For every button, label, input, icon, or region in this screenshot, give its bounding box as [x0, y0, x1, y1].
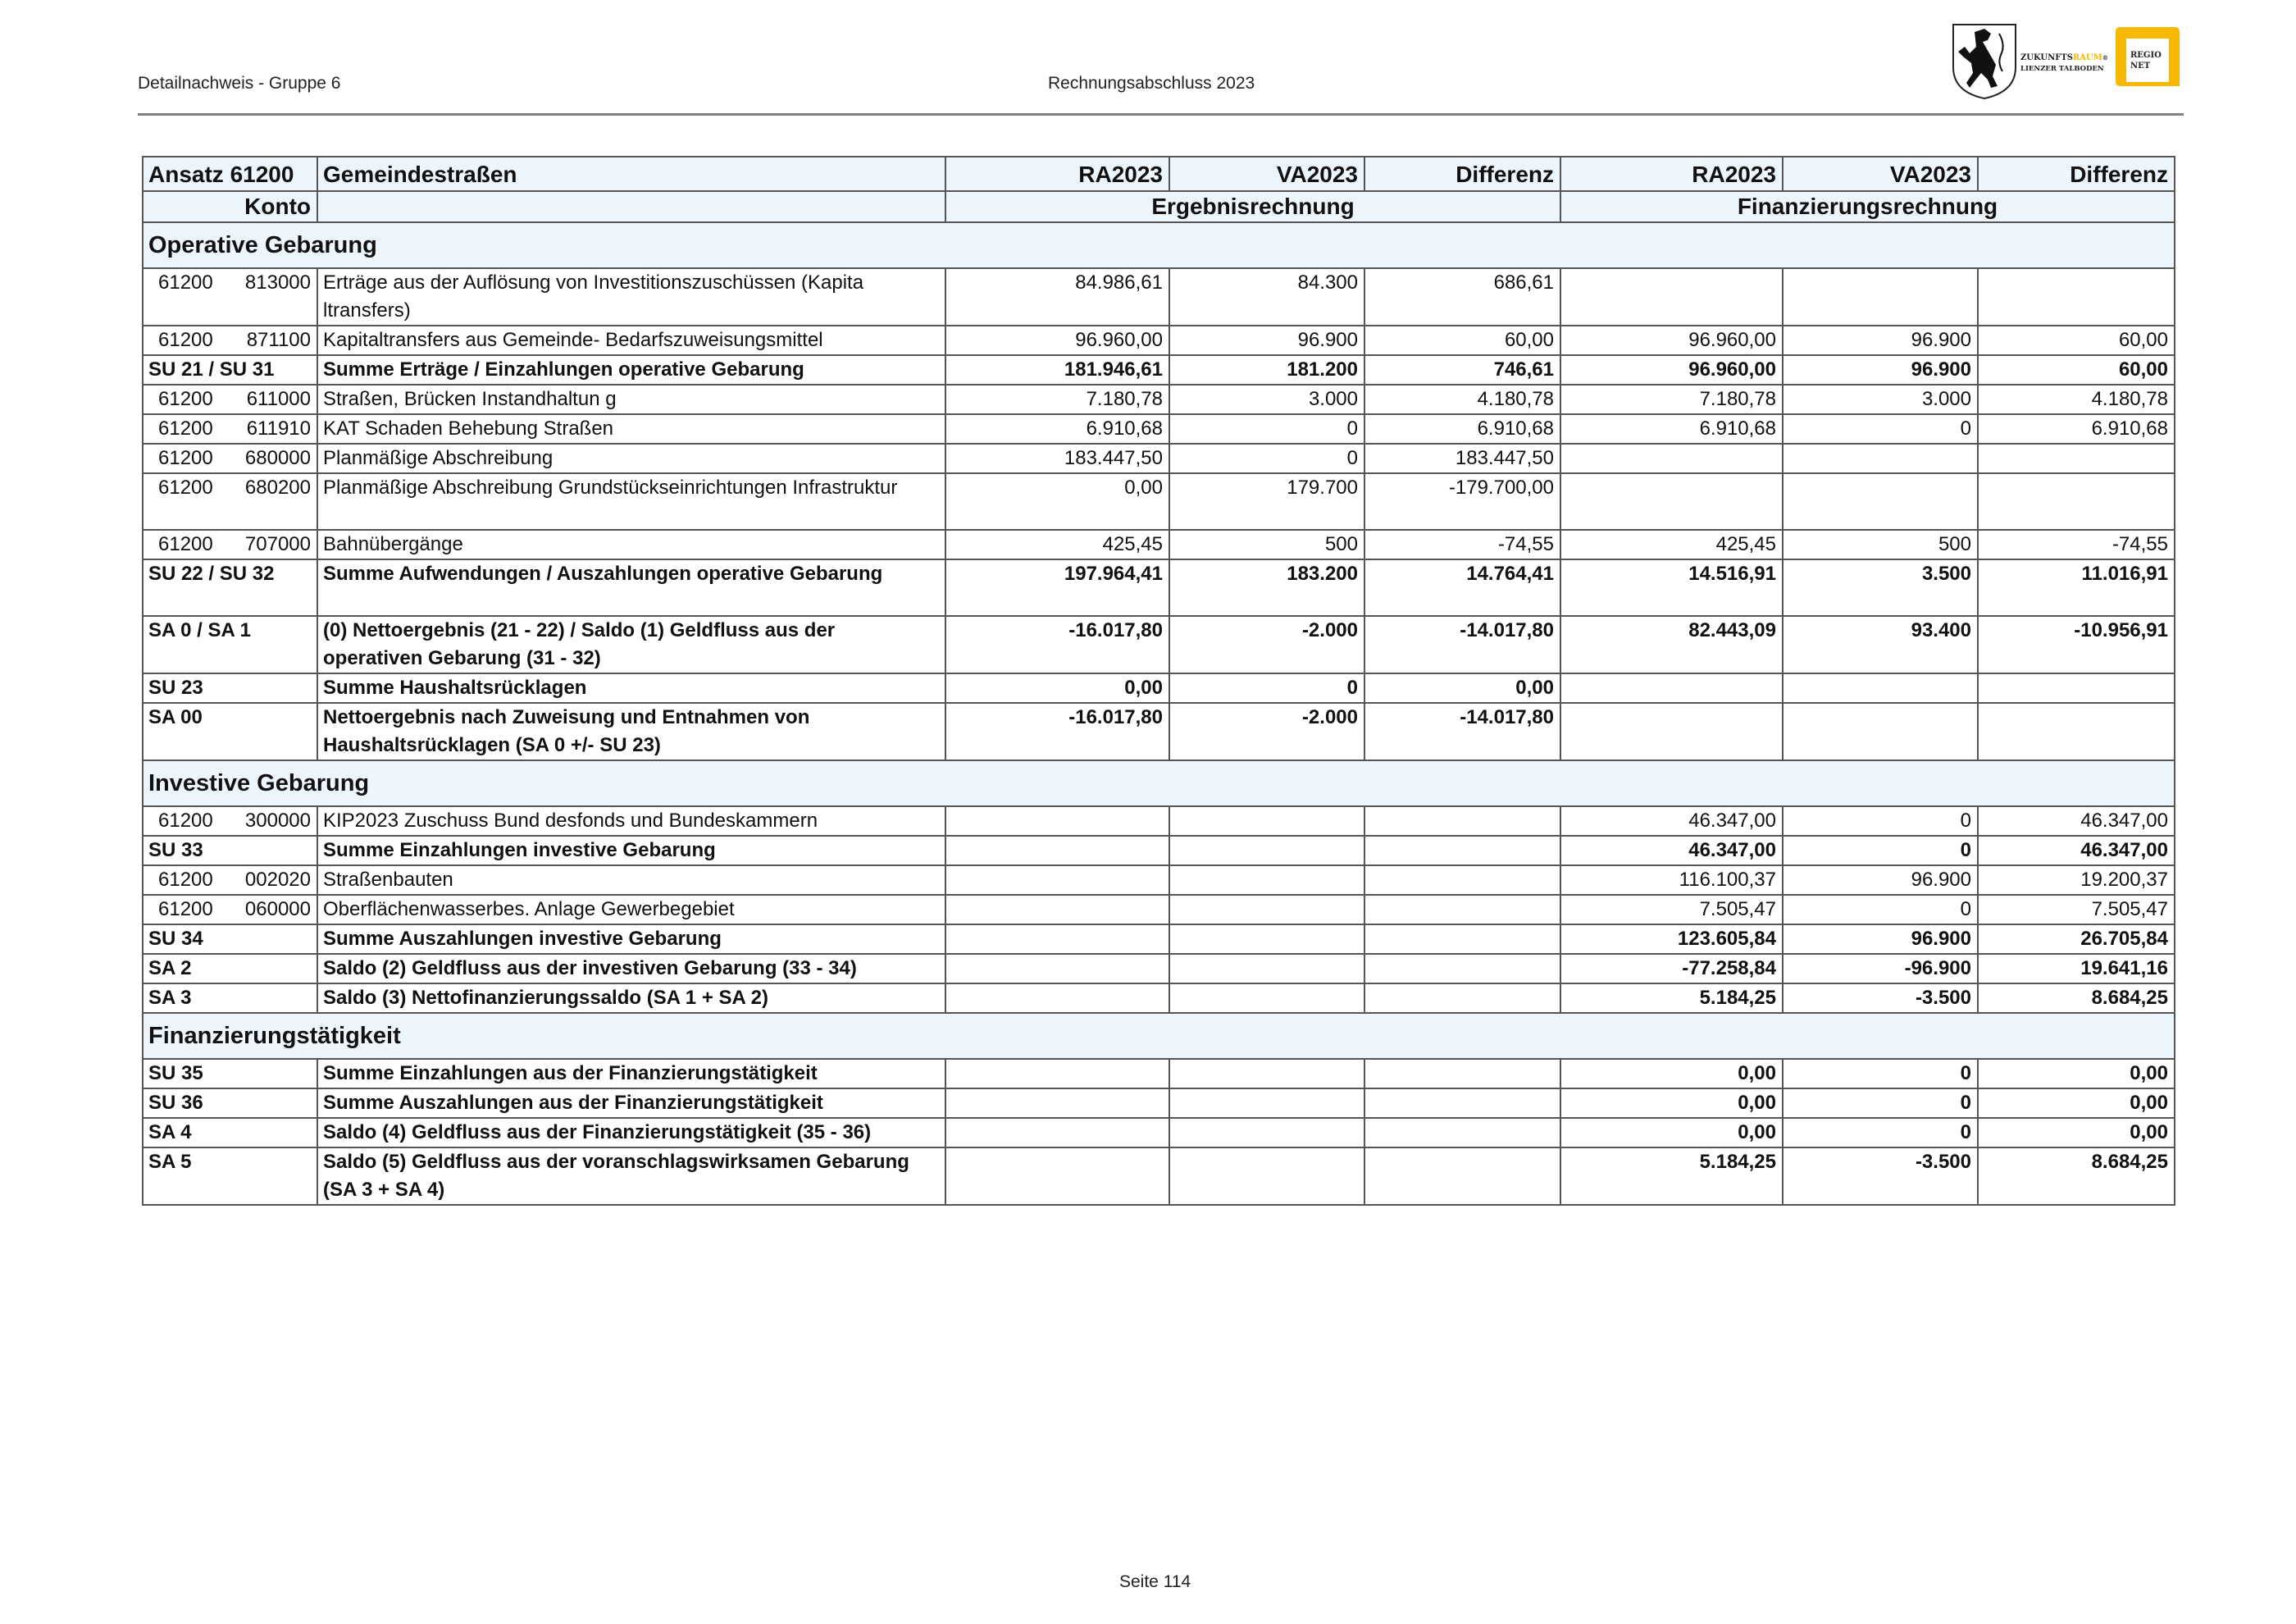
- summary-code: SU 33: [143, 836, 317, 865]
- group-header-finanzierungsrechnung: Finanzierungsrechnung: [1560, 191, 2175, 222]
- konto-label: Konto: [143, 191, 317, 222]
- value-fr-va: 0: [1783, 895, 1978, 924]
- summary-code: SU 22 / SU 32: [143, 559, 317, 616]
- value-fr-ra: 123.605,84: [1560, 924, 1783, 954]
- value-fr-ra: 5.184,25: [1560, 983, 1783, 1013]
- regio-net-text-1: REGIO: [2130, 51, 2162, 60]
- value-er-diff: -14.017,80: [1364, 616, 1560, 673]
- row-label: Erträge aus der Auflösung von Investitionszuschüssen (Kapita ltransfers): [317, 268, 945, 326]
- value-fr-ra: [1560, 673, 1783, 703]
- value-fr-ra: 0,00: [1560, 1059, 1783, 1088]
- value-er-va: 0: [1169, 414, 1364, 444]
- column-header-er-ra: RA2023: [945, 157, 1169, 191]
- value-er-diff: [1364, 806, 1560, 836]
- row-label: Straßenbauten: [317, 865, 945, 895]
- value-fr-va: 0: [1783, 836, 1978, 865]
- value-er-va: 500: [1169, 530, 1364, 559]
- value-fr-va: 0: [1783, 1088, 1978, 1118]
- value-fr-diff: 19.641,16: [1978, 954, 2175, 983]
- summary-row: [143, 836, 2175, 865]
- row-label: Summe Aufwendungen / Auszahlungen operative Gebarung: [317, 559, 945, 616]
- value-fr-diff: 46.347,00: [1978, 836, 2175, 865]
- table-header-row: [143, 157, 2175, 191]
- value-er-diff: 14.764,41: [1364, 559, 1560, 616]
- logo: [1952, 22, 2185, 100]
- value-fr-ra: [1560, 444, 1783, 473]
- value-er-va: [1169, 895, 1364, 924]
- logo-text-line2: LIENZER TALBODEN: [2020, 65, 2104, 73]
- value-fr-diff: 7.505,47: [1978, 895, 2175, 924]
- value-er-ra: -16.017,80: [945, 616, 1169, 673]
- ansatz-title: Gemeindestraßen: [317, 157, 945, 191]
- ansatz-label: Ansatz 61200: [143, 157, 317, 191]
- value-fr-va: 500: [1783, 530, 1978, 559]
- summary-row: [143, 355, 2175, 385]
- value-fr-ra: [1560, 268, 1783, 326]
- logo-text-line1: ZUKUNFTSRAUM®: [2020, 53, 2108, 62]
- table-row: [143, 385, 2175, 414]
- row-label: Saldo (3) Nettofinanzierungssaldo (SA 1 + SA 2): [317, 983, 945, 1013]
- value-er-diff: [1364, 983, 1560, 1013]
- table-row: [143, 865, 2175, 895]
- account-number: [143, 326, 317, 355]
- summary-code: SA 5: [143, 1147, 317, 1205]
- row-label: Saldo (5) Geldfluss aus der voranschlagswirksamen Gebarung (SA 3 + SA 4): [317, 1147, 945, 1205]
- summary-row: [143, 1059, 2175, 1088]
- header-divider: [138, 113, 2184, 116]
- table-row: [143, 806, 2175, 836]
- value-fr-diff: 8.684,25: [1978, 1147, 2175, 1205]
- value-er-diff: [1364, 1088, 1560, 1118]
- konto-number: 680000: [244, 447, 311, 469]
- value-er-diff: [1364, 1118, 1560, 1147]
- value-er-ra: [945, 865, 1169, 895]
- account-number: [143, 268, 317, 326]
- value-fr-va: 0: [1783, 414, 1978, 444]
- table-row: [143, 326, 2175, 355]
- value-er-ra: [945, 954, 1169, 983]
- value-er-diff: -14.017,80: [1364, 703, 1560, 760]
- summary-code: SU 36: [143, 1088, 317, 1118]
- summary-row: [143, 1088, 2175, 1118]
- value-fr-diff: 46.347,00: [1978, 806, 2175, 836]
- value-er-va: [1169, 954, 1364, 983]
- value-er-diff: -74,55: [1364, 530, 1560, 559]
- summary-code: SU 35: [143, 1059, 317, 1088]
- value-er-ra: 7.180,78: [945, 385, 1169, 414]
- summary-code: SA 2: [143, 954, 317, 983]
- table-row: [143, 895, 2175, 924]
- konto-number: 813000: [244, 271, 311, 294]
- value-fr-va: -3.500: [1783, 1147, 1978, 1205]
- value-fr-diff: 26.705,84: [1978, 924, 2175, 954]
- value-er-va: 0: [1169, 673, 1364, 703]
- column-header-fr-diff: Differenz: [1978, 157, 2175, 191]
- value-fr-ra: 82.443,09: [1560, 616, 1783, 673]
- value-fr-va: [1783, 473, 1978, 530]
- value-er-ra: [945, 1147, 1169, 1205]
- table-group-header-row: [143, 191, 2175, 222]
- row-label: Summe Einzahlungen investive Gebarung: [317, 836, 945, 865]
- table-row: [143, 473, 2175, 530]
- value-fr-ra: 14.516,91: [1560, 559, 1783, 616]
- summary-code: SA 00: [143, 703, 317, 760]
- row-label: Saldo (2) Geldfluss aus der investiven Gebarung (33 - 34): [317, 954, 945, 983]
- row-label: Saldo (4) Geldfluss aus der Finanzierungstätigkeit (35 - 36): [317, 1118, 945, 1147]
- value-fr-ra: 0,00: [1560, 1088, 1783, 1118]
- summary-row: [143, 954, 2175, 983]
- value-fr-ra: 0,00: [1560, 1118, 1783, 1147]
- account-number: [143, 414, 317, 444]
- value-fr-ra: 116.100,37: [1560, 865, 1783, 895]
- value-er-diff: 0,00: [1364, 673, 1560, 703]
- ansatz-number: 61200: [158, 388, 213, 410]
- value-er-ra: 84.986,61: [945, 268, 1169, 326]
- value-fr-ra: 7.505,47: [1560, 895, 1783, 924]
- value-fr-va: 93.400: [1783, 616, 1978, 673]
- value-fr-va: 0: [1783, 1118, 1978, 1147]
- table-row: [143, 414, 2175, 444]
- value-fr-diff: [1978, 703, 2175, 760]
- row-label: Summe Haushaltsrücklagen: [317, 673, 945, 703]
- ansatz-number: 61200: [158, 271, 213, 294]
- value-fr-va: 0: [1783, 1059, 1978, 1088]
- row-label: Nettoergebnis nach Zuweisung und Entnahmen von Haushaltsrücklagen (SA 0 +/- SU 23): [317, 703, 945, 760]
- row-label: Planmäßige Abschreibung: [317, 444, 945, 473]
- value-fr-ra: 46.347,00: [1560, 806, 1783, 836]
- value-fr-diff: 0,00: [1978, 1118, 2175, 1147]
- value-er-diff: [1364, 865, 1560, 895]
- konto-number: 680200: [244, 477, 311, 499]
- value-fr-ra: 6.910,68: [1560, 414, 1783, 444]
- value-er-va: 183.200: [1169, 559, 1364, 616]
- value-fr-diff: 8.684,25: [1978, 983, 2175, 1013]
- summary-row: [143, 1147, 2175, 1205]
- value-er-ra: 6.910,68: [945, 414, 1169, 444]
- value-er-diff: 746,61: [1364, 355, 1560, 385]
- column-header-er-diff: Differenz: [1364, 157, 1560, 191]
- row-label: Summe Erträge / Einzahlungen operative Gebarung: [317, 355, 945, 385]
- value-fr-diff: [1978, 444, 2175, 473]
- account-number: [143, 473, 317, 530]
- value-er-diff: [1364, 1147, 1560, 1205]
- table-row: [143, 530, 2175, 559]
- value-er-ra: [945, 806, 1169, 836]
- summary-row: [143, 983, 2175, 1013]
- ansatz-number: 61200: [158, 869, 213, 891]
- value-er-ra: [945, 1118, 1169, 1147]
- column-header-fr-ra: RA2023: [1560, 157, 1783, 191]
- value-fr-ra: [1560, 473, 1783, 530]
- value-er-va: 179.700: [1169, 473, 1364, 530]
- value-fr-va: [1783, 673, 1978, 703]
- value-er-va: -2.000: [1169, 703, 1364, 760]
- value-fr-diff: -10.956,91: [1978, 616, 2175, 673]
- value-fr-diff: 19.200,37: [1978, 865, 2175, 895]
- account-number: [143, 530, 317, 559]
- value-fr-diff: [1978, 268, 2175, 326]
- ansatz-number: 61200: [158, 533, 213, 555]
- ansatz-number: 61200: [158, 447, 213, 469]
- value-er-diff: [1364, 1059, 1560, 1088]
- summary-row: [143, 703, 2175, 760]
- value-er-va: 3.000: [1169, 385, 1364, 414]
- value-fr-ra: 96.960,00: [1560, 326, 1783, 355]
- value-er-ra: 183.447,50: [945, 444, 1169, 473]
- value-er-va: -2.000: [1169, 616, 1364, 673]
- summary-row: [143, 616, 2175, 673]
- summary-row: [143, 559, 2175, 616]
- page-number: Seite 114: [1119, 1572, 1191, 1591]
- value-er-va: [1169, 1118, 1364, 1147]
- value-er-va: 0: [1169, 444, 1364, 473]
- value-fr-ra: 46.347,00: [1560, 836, 1783, 865]
- section-header-row: [143, 222, 2175, 268]
- table-row: [143, 444, 2175, 473]
- value-er-ra: 0,00: [945, 473, 1169, 530]
- value-fr-ra: 96.960,00: [1560, 355, 1783, 385]
- value-fr-va: -3.500: [1783, 983, 1978, 1013]
- value-fr-diff: 4.180,78: [1978, 385, 2175, 414]
- value-er-va: 96.900: [1169, 326, 1364, 355]
- value-er-va: [1169, 983, 1364, 1013]
- value-er-diff: [1364, 924, 1560, 954]
- value-er-diff: 183.447,50: [1364, 444, 1560, 473]
- document-title: Rechnungsabschluss 2023: [1048, 74, 1255, 93]
- summary-code: SU 34: [143, 924, 317, 954]
- value-er-va: [1169, 806, 1364, 836]
- row-label: Kapitaltransfers aus Gemeinde- Bedarfszuweisungsmittel: [317, 326, 945, 355]
- value-er-va: [1169, 924, 1364, 954]
- row-label: Summe Auszahlungen investive Gebarung: [317, 924, 945, 954]
- summary-code: SA 3: [143, 983, 317, 1013]
- value-er-ra: [945, 924, 1169, 954]
- row-label: KIP2023 Zuschuss Bund desfonds und Bundeskammern: [317, 806, 945, 836]
- value-fr-ra: [1560, 703, 1783, 760]
- column-header-er-va: VA2023: [1169, 157, 1364, 191]
- value-fr-va: 0: [1783, 806, 1978, 836]
- account-number: [143, 444, 317, 473]
- section-header-row: [143, 1013, 2175, 1059]
- value-fr-va: 96.900: [1783, 355, 1978, 385]
- value-fr-va: [1783, 268, 1978, 326]
- summary-code: SA 4: [143, 1118, 317, 1147]
- row-label: Planmäßige Abschreibung Grundstückseinrichtungen Infrastruktur: [317, 473, 945, 530]
- section-title: Investive Gebarung: [143, 760, 2175, 806]
- table-row: [143, 268, 2175, 326]
- regio-net-text-2: NET: [2130, 62, 2151, 71]
- row-label: KAT Schaden Behebung Straßen: [317, 414, 945, 444]
- value-fr-diff: 6.910,68: [1978, 414, 2175, 444]
- value-fr-va: 3.500: [1783, 559, 1978, 616]
- value-er-va: 181.200: [1169, 355, 1364, 385]
- value-er-ra: [945, 1088, 1169, 1118]
- value-er-diff: 4.180,78: [1364, 385, 1560, 414]
- value-er-ra: [945, 983, 1169, 1013]
- value-fr-diff: 60,00: [1978, 355, 2175, 385]
- value-er-diff: -179.700,00: [1364, 473, 1560, 530]
- value-fr-ra: 425,45: [1560, 530, 1783, 559]
- value-fr-ra: 7.180,78: [1560, 385, 1783, 414]
- value-fr-va: 3.000: [1783, 385, 1978, 414]
- account-number: [143, 895, 317, 924]
- section-title: Operative Gebarung: [143, 222, 2175, 268]
- value-er-ra: 425,45: [945, 530, 1169, 559]
- row-label: (0) Nettoergebnis (21 - 22) / Saldo (1) Geldfluss aus der operativen Gebarung (31 - 32): [317, 616, 945, 673]
- account-number: [143, 385, 317, 414]
- ansatz-number: 61200: [158, 329, 213, 351]
- row-label: Straßen, Brücken Instandhaltun g: [317, 385, 945, 414]
- value-fr-diff: 11.016,91: [1978, 559, 2175, 616]
- value-er-diff: [1364, 895, 1560, 924]
- value-er-diff: [1364, 954, 1560, 983]
- row-label: Bahnübergänge: [317, 530, 945, 559]
- blank-cell: [317, 191, 945, 222]
- value-fr-diff: 0,00: [1978, 1088, 2175, 1118]
- value-er-va: 84.300: [1169, 268, 1364, 326]
- value-er-va: [1169, 1088, 1364, 1118]
- value-er-va: [1169, 865, 1364, 895]
- value-er-va: [1169, 1059, 1364, 1088]
- ansatz-number: 61200: [158, 810, 213, 832]
- value-fr-diff: [1978, 473, 2175, 530]
- konto-number: 060000: [244, 898, 311, 920]
- summary-row: [143, 924, 2175, 954]
- summary-code: SA 0 / SA 1: [143, 616, 317, 673]
- konto-number: 300000: [244, 810, 311, 832]
- summary-row: [143, 673, 2175, 703]
- document-section-title: Detailnachweis - Gruppe 6: [138, 74, 341, 93]
- value-er-va: [1169, 1147, 1364, 1205]
- ansatz-number: 61200: [158, 417, 213, 440]
- konto-number: 871100: [246, 329, 311, 351]
- row-label: Summe Auszahlungen aus der Finanzierungstätigkeit: [317, 1088, 945, 1118]
- column-header-fr-va: VA2023: [1783, 157, 1978, 191]
- value-er-diff: 60,00: [1364, 326, 1560, 355]
- value-fr-diff: -74,55: [1978, 530, 2175, 559]
- value-er-ra: [945, 1059, 1169, 1088]
- value-er-diff: 686,61: [1364, 268, 1560, 326]
- section-header-row: [143, 760, 2175, 806]
- value-er-ra: 96.960,00: [945, 326, 1169, 355]
- summary-code: SU 21 / SU 31: [143, 355, 317, 385]
- account-number: [143, 806, 317, 836]
- konto-number: 002020: [244, 869, 311, 891]
- value-fr-va: -96.900: [1783, 954, 1978, 983]
- value-er-ra: [945, 836, 1169, 865]
- value-fr-ra: -77.258,84: [1560, 954, 1783, 983]
- value-fr-diff: 60,00: [1978, 326, 2175, 355]
- value-fr-va: 96.900: [1783, 326, 1978, 355]
- report-table: [142, 156, 2175, 1206]
- value-fr-va: [1783, 444, 1978, 473]
- ansatz-number: 61200: [158, 898, 213, 920]
- value-er-ra: 197.964,41: [945, 559, 1169, 616]
- value-fr-diff: [1978, 673, 2175, 703]
- konto-number: 611000: [246, 388, 311, 410]
- coat-of-arms-icon: [1953, 25, 2016, 98]
- row-label: Oberflächenwasserbes. Anlage Gewerbegebiet: [317, 895, 945, 924]
- group-header-ergebnisrechnung: Ergebnisrechnung: [945, 191, 1560, 222]
- konto-number: 707000: [244, 533, 311, 555]
- value-fr-va: 96.900: [1783, 865, 1978, 895]
- section-title: Finanzierungstätigkeit: [143, 1013, 2175, 1059]
- summary-row: [143, 1118, 2175, 1147]
- value-er-diff: 6.910,68: [1364, 414, 1560, 444]
- value-er-diff: [1364, 836, 1560, 865]
- ansatz-number: 61200: [158, 477, 213, 499]
- row-label: Summe Einzahlungen aus der Finanzierungstätigkeit: [317, 1059, 945, 1088]
- value-fr-va: [1783, 703, 1978, 760]
- value-er-ra: 181.946,61: [945, 355, 1169, 385]
- value-er-ra: [945, 895, 1169, 924]
- value-fr-va: 96.900: [1783, 924, 1978, 954]
- value-er-va: [1169, 836, 1364, 865]
- konto-number: 611910: [246, 417, 311, 440]
- value-fr-ra: 5.184,25: [1560, 1147, 1783, 1205]
- summary-code: SU 23: [143, 673, 317, 703]
- value-er-ra: -16.017,80: [945, 703, 1169, 760]
- value-er-ra: 0,00: [945, 673, 1169, 703]
- value-fr-diff: 0,00: [1978, 1059, 2175, 1088]
- account-number: [143, 865, 317, 895]
